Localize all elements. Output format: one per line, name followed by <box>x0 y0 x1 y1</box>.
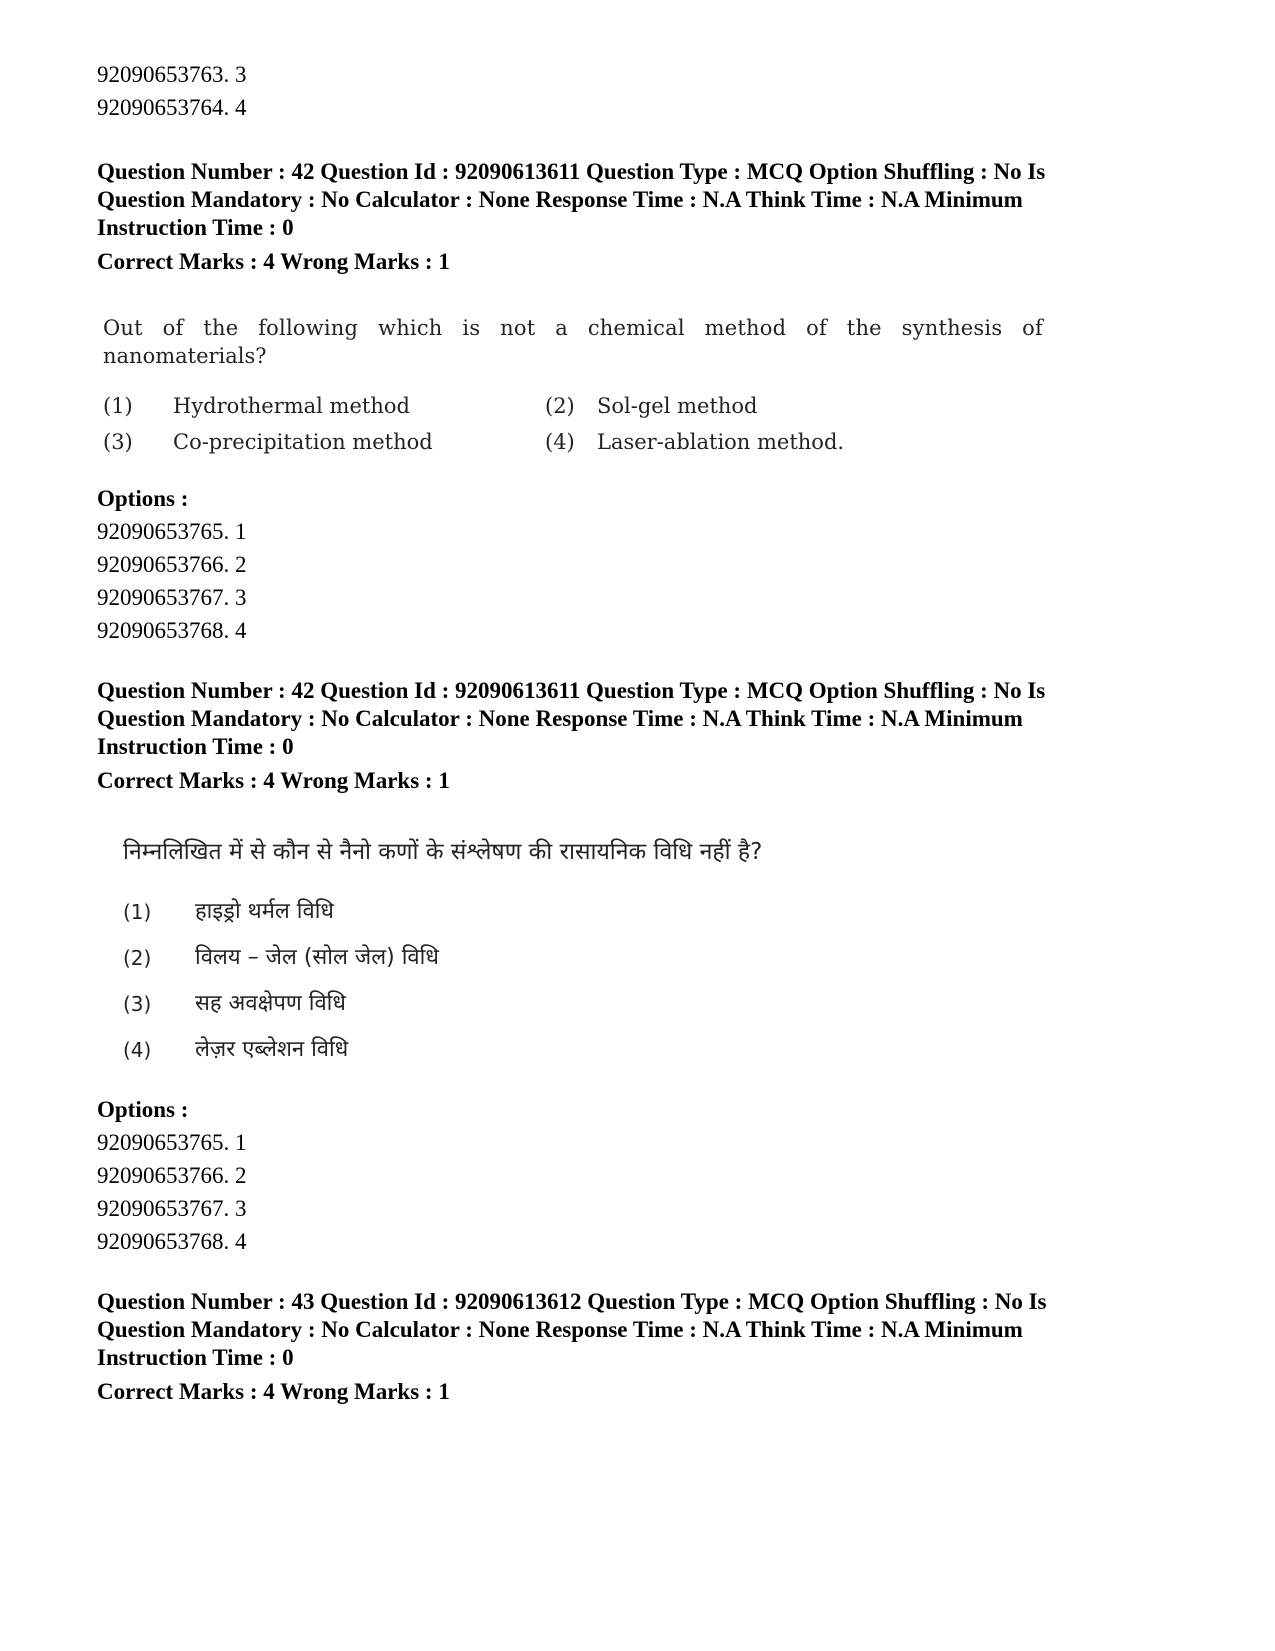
choice-row <box>123 981 1187 1027</box>
option-line: 92090653768. 4 <box>97 618 247 643</box>
option-line: 92090653767. 3 <box>97 585 247 610</box>
question-text-english <box>103 314 1043 460</box>
question-header: Instruction Time : 0 <box>97 215 294 240</box>
choice-text: Sol-gel method <box>597 394 758 418</box>
option-line: 92090653764. 4 <box>97 95 247 120</box>
choice-number: (1) <box>103 394 133 418</box>
document-page <box>97 58 1187 1408</box>
question-header: Question Number : 42 Question Id : 92090613611 Question Type : MCQ Option Shuffling : No Is <box>97 678 1046 703</box>
option-line: 92090653767. 3 <box>97 1196 247 1221</box>
options-title: Options : <box>97 1097 189 1122</box>
question-block-43 <box>97 1288 1187 1408</box>
question-header: Question Mandatory : No Calculator : None Response Time : N.A Think Time : N.A Minimum <box>97 1317 1023 1342</box>
choice-number: (3) <box>123 992 152 1016</box>
choice-number: (4) <box>545 430 575 454</box>
question-stem: nanomaterials? <box>103 344 267 368</box>
marks-line: Correct Marks : 4 Wrong Marks : 1 <box>97 1379 450 1404</box>
choice-row <box>123 935 1187 981</box>
choice-text: Laser-ablation method. <box>597 430 845 454</box>
question-header: Instruction Time : 0 <box>97 1345 294 1370</box>
choice-text: लेज़र एब्लेशन विधि <box>195 1037 349 1062</box>
option-line: 92090653766. 2 <box>97 1163 247 1188</box>
choice-text: हाइड्रो थर्मल विधि <box>195 899 334 924</box>
question-stem: निम्नलिखित में से कौन से नैनो कणों के संश्लेषण की रासायनिक विधि नहीं है? <box>123 839 763 865</box>
choice-text: Hydrothermal method <box>173 394 410 418</box>
marks-line: Correct Marks : 4 Wrong Marks : 1 <box>97 768 450 793</box>
choice-number: (4) <box>123 1038 152 1062</box>
marks-line: Correct Marks : 4 Wrong Marks : 1 <box>97 249 450 274</box>
question-header: Question Number : 43 Question Id : 92090613612 Question Type : MCQ Option Shuffling : No Is <box>97 1289 1047 1314</box>
choice-row <box>103 424 1043 460</box>
choice-number: (2) <box>545 394 575 418</box>
question-stem: Out of the following which is not a chemical method of the synthesis of <box>103 316 1043 340</box>
choice-number: (3) <box>103 430 133 454</box>
choice-row <box>123 1027 1187 1073</box>
choice-row <box>123 889 1187 935</box>
choice-number: (1) <box>123 900 152 924</box>
choice-text: Co-precipitation method <box>173 430 433 454</box>
choice-text: सह अवक्षेपण विधि <box>195 991 346 1016</box>
question-header: Question Mandatory : No Calculator : None Response Time : N.A Think Time : N.A Minimum <box>97 706 1023 731</box>
option-line: 92090653766. 2 <box>97 552 247 577</box>
question-header: Question Mandatory : No Calculator : None Response Time : N.A Think Time : N.A Minimum <box>97 187 1023 212</box>
option-line: 92090653768. 4 <box>97 1229 247 1254</box>
choice-row <box>103 388 1043 424</box>
choice-number: (2) <box>123 946 152 970</box>
options-title: Options : <box>97 486 189 511</box>
option-line: 92090653765. 1 <box>97 519 247 544</box>
question-header: Instruction Time : 0 <box>97 734 294 759</box>
question-block-42-en <box>97 158 1187 647</box>
choice-text: विलय – जेल (सोल जेल) विधि <box>195 945 439 970</box>
option-line: 92090653763. 3 <box>97 62 247 87</box>
option-line: 92090653765. 1 <box>97 1130 247 1155</box>
question-block-42-hi <box>97 677 1187 1258</box>
question-header: Question Number : 42 Question Id : 92090613611 Question Type : MCQ Option Shuffling : No Is <box>97 159 1046 184</box>
question-text-hindi <box>123 837 1187 1073</box>
